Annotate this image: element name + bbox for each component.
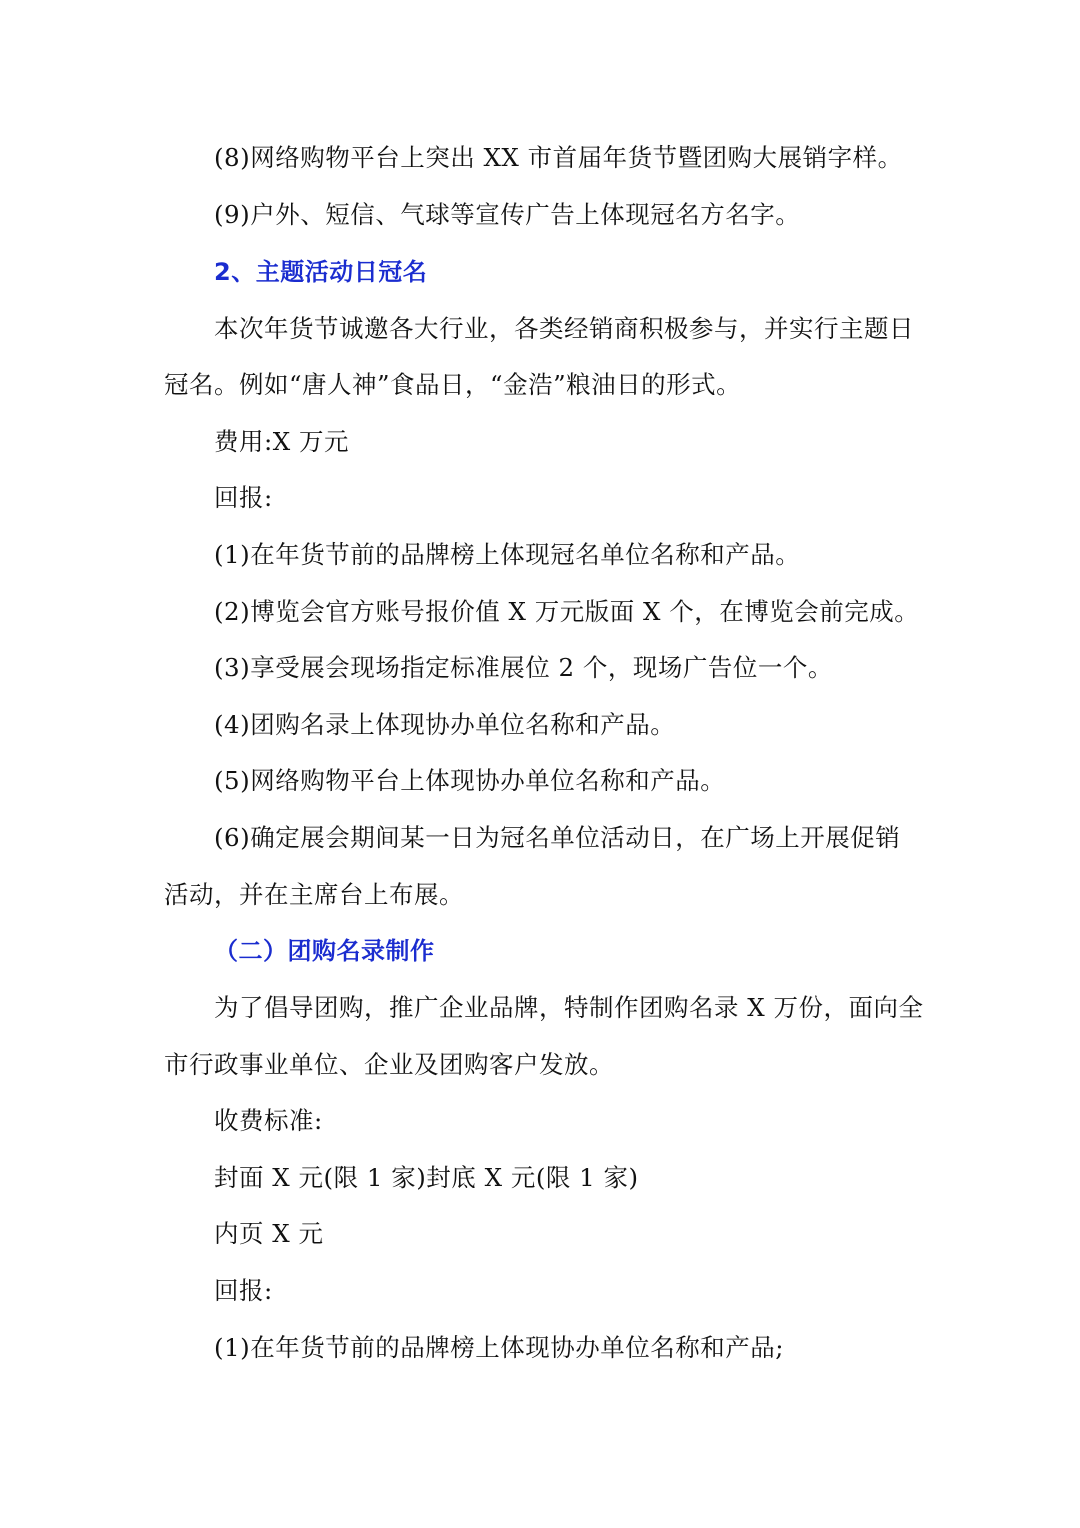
- list-item-1: (1)在年货节前的品牌榜上体现冠名单位名称和产品。: [214, 540, 801, 569]
- list-item-4: (4)团购名录上体现协办单位名称和产品。: [214, 710, 676, 739]
- list-item-1: (1)在年货节前的品牌榜上体现协办单位名称和产品;: [214, 1333, 784, 1362]
- list-item-3: (3)享受展会现场指定标准展位 2 个，现场广告位一个。: [214, 653, 833, 682]
- list-item-6: (6)确定展会期间某一日为冠名单位活动日，在广场上开展促销: [214, 823, 901, 852]
- paragraph-line: 为了倡导团购，推广企业品牌，特制作团购名录 X 万份，面向全: [214, 993, 924, 1022]
- section-heading-theme-day: 2、主题活动日冠名: [214, 258, 428, 286]
- return-label: 回报:: [214, 1276, 273, 1305]
- paragraph-line: 市行政事业单位、企业及团购客户发放。: [164, 1050, 614, 1079]
- list-item-8: (8)网络购物平台上突出 XX 市首届年货节暨团购大展销字样。: [214, 143, 903, 172]
- fee-cover-line: 封面 X 元(限 1 家)封底 X 元(限 1 家): [214, 1163, 639, 1192]
- paragraph-line: 本次年货节诚邀各大行业，各类经销商积极参与，并实行主题日: [214, 314, 914, 343]
- fee-line: 费用:X 万元: [214, 427, 349, 456]
- list-item-5: (5)网络购物平台上体现协办单位名称和产品。: [214, 766, 726, 795]
- paragraph-line: 冠名。例如“唐人神”食品日，“金浩”粮油日的形式。: [164, 370, 742, 399]
- fee-standard-label: 收费标准:: [214, 1106, 323, 1135]
- list-item-6-continued: 活动，并在主席台上布展。: [164, 880, 464, 909]
- return-label: 回报:: [214, 483, 273, 512]
- list-item-2: (2)博览会官方账号报价值 X 万元版面 X 个，在博览会前完成。: [214, 597, 920, 626]
- fee-inner-page-line: 内页 X 元: [214, 1219, 324, 1248]
- list-item-9: (9)户外、短信、气球等宣传广告上体现冠名方名字。: [214, 200, 801, 229]
- section-heading-group-buying-directory: （二）团购名录制作: [214, 937, 435, 965]
